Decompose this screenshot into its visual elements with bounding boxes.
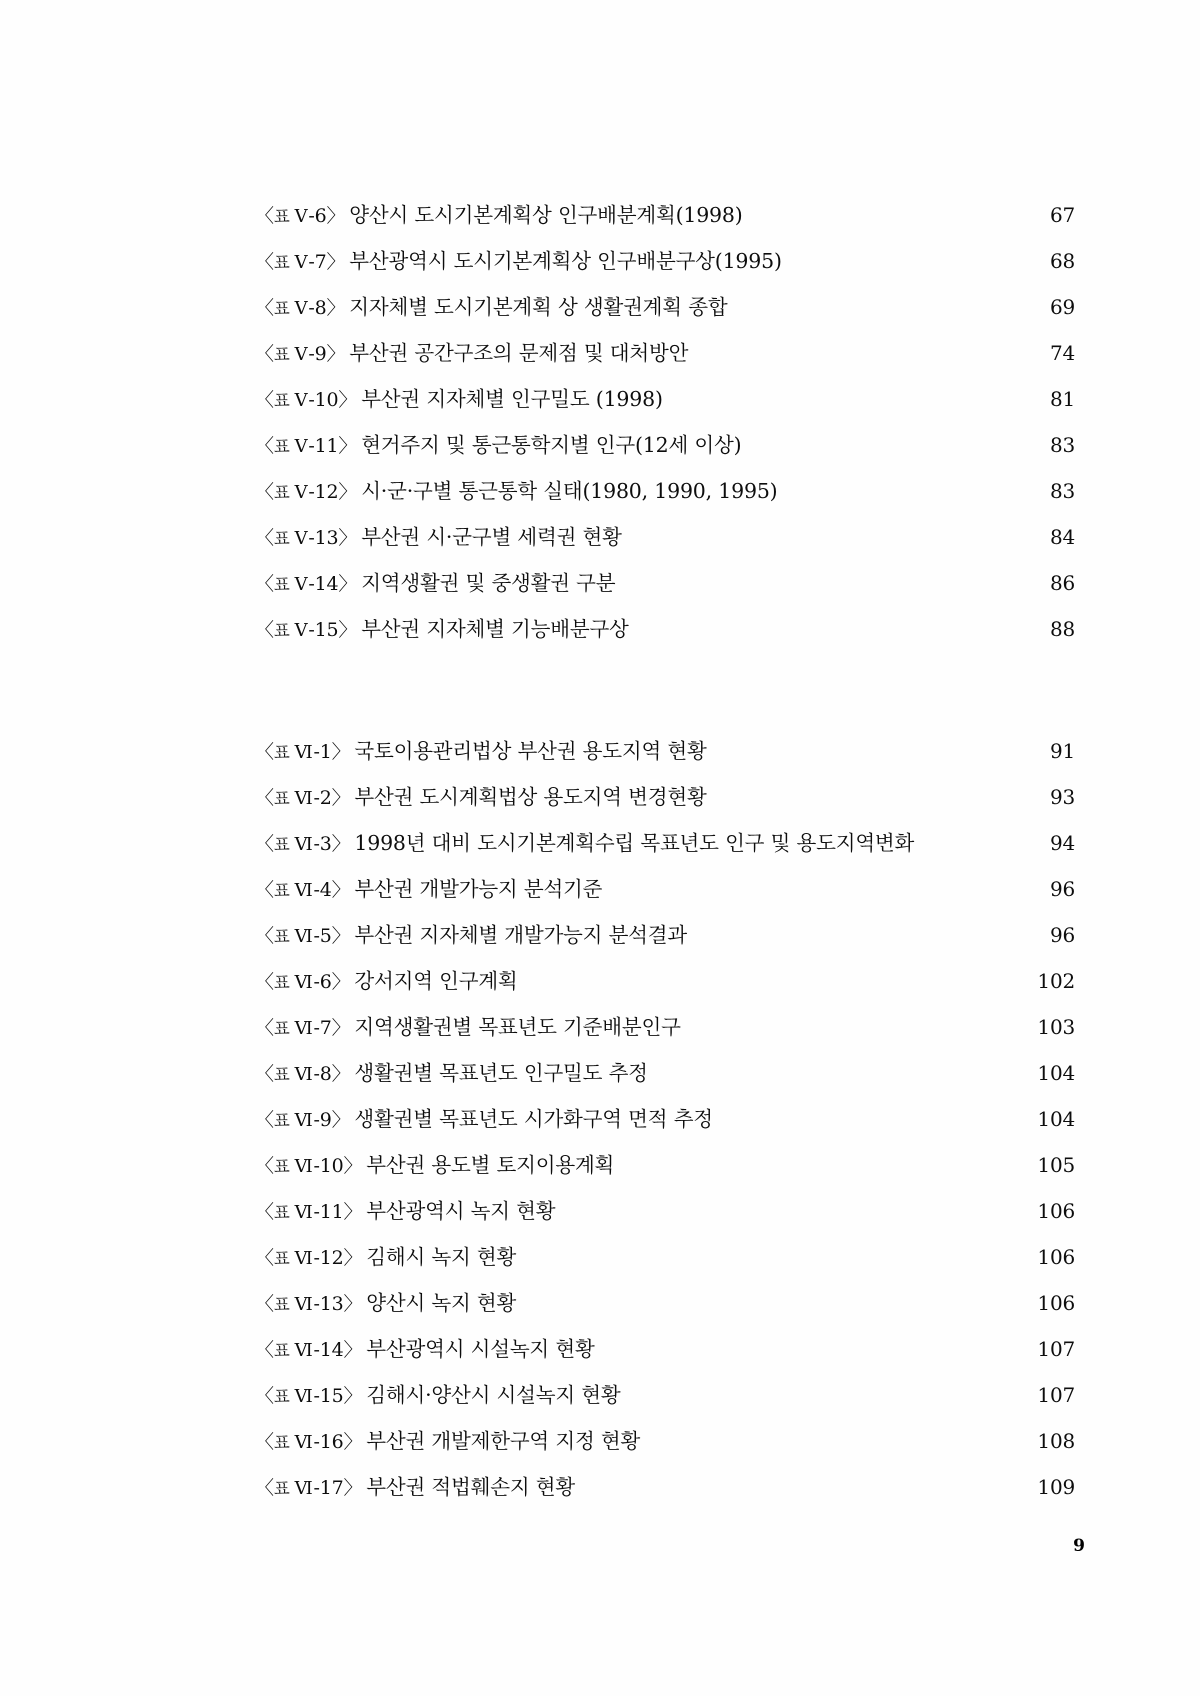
toc-entry[interactable] — [255, 1096, 1075, 1142]
table-number: -9 — [313, 1109, 332, 1131]
toc-entry-label — [255, 1142, 614, 1190]
chapter-roman-numeral: Ⅵ — [294, 1110, 313, 1131]
toc-entry-label — [255, 1050, 648, 1098]
bracket-open: 〈 — [255, 297, 274, 319]
dot-leader — [611, 876, 1045, 897]
bracket-open: 〈 — [255, 833, 274, 855]
toc-entry-title: 생활권별 목표년도 시가화구역 면적 추정 — [354, 1107, 713, 1131]
toc-group-chapter-5-tables — [255, 192, 1075, 652]
toc-entry-page-number: 91 — [1049, 739, 1075, 763]
table-tag: 표 — [273, 529, 290, 548]
toc-entry-title: 부산권 개발제한구역 지정 현황 — [366, 1429, 641, 1453]
toc-entry-title: 부산권 적법훼손지 현황 — [366, 1475, 575, 1499]
bracket-close: 〉 — [326, 205, 346, 227]
bracket-open: 〈 — [255, 1201, 274, 1223]
bracket-close: 〉 — [343, 1385, 363, 1407]
dot-leader — [657, 1060, 1033, 1081]
toc-entry-label — [255, 912, 687, 960]
toc-entry[interactable] — [255, 728, 1075, 774]
table-number: -13 — [308, 527, 339, 549]
chapter-roman-numeral: Ⅴ — [294, 620, 308, 641]
toc-entry-label — [255, 422, 741, 470]
toc-entry-page-number: 105 — [1037, 1153, 1075, 1177]
bracket-open: 〈 — [255, 435, 274, 457]
toc-entry-title: 양산시 녹지 현황 — [366, 1291, 517, 1315]
toc-entry-title: 시·군·구별 통근통학 실태(1980, 1990, 1995) — [361, 479, 778, 503]
chapter-roman-numeral: Ⅴ — [294, 206, 308, 227]
table-number: -14 — [308, 573, 339, 595]
table-tag: 표 — [273, 1295, 290, 1314]
bracket-open: 〈 — [255, 481, 274, 503]
dot-leader — [584, 1474, 1032, 1495]
chapter-roman-numeral: Ⅵ — [294, 972, 313, 993]
table-number: -15 — [313, 1385, 344, 1407]
bracket-open: 〈 — [255, 879, 274, 901]
toc-entry[interactable] — [255, 1188, 1075, 1234]
bracket-close: 〉 — [343, 1339, 363, 1361]
toc-group-separator — [255, 652, 1075, 728]
toc-entry-label — [255, 1096, 713, 1144]
bracket-close: 〉 — [331, 741, 351, 763]
bracket-close: 〉 — [338, 481, 358, 503]
table-tag: 표 — [273, 621, 290, 640]
toc-entry[interactable] — [255, 1142, 1075, 1188]
toc-entry-title: 국토이용관리법상 부산권 용도지역 현황 — [354, 739, 707, 763]
bracket-open: 〈 — [255, 971, 274, 993]
dot-leader — [752, 202, 1045, 223]
bracket-close: 〉 — [326, 251, 346, 273]
toc-entry-page-number: 83 — [1049, 479, 1075, 503]
toc-entry-label — [255, 284, 727, 332]
bracket-open: 〈 — [255, 527, 274, 549]
toc-entry-page-number: 94 — [1049, 831, 1075, 855]
toc-entry-label — [255, 728, 707, 776]
toc-entry-page-number: 96 — [1049, 877, 1075, 901]
table-number: -2 — [313, 787, 332, 809]
bracket-open: 〈 — [255, 787, 274, 809]
toc-entry[interactable] — [255, 958, 1075, 1004]
chapter-roman-numeral: Ⅵ — [294, 880, 313, 901]
toc-entry-page-number: 67 — [1049, 203, 1075, 227]
toc-entry-page-number: 107 — [1037, 1337, 1075, 1361]
table-number: -13 — [313, 1293, 344, 1315]
dot-leader — [923, 830, 1045, 851]
dot-leader — [525, 1244, 1032, 1265]
toc-entry-label — [255, 606, 629, 654]
toc-entry[interactable] — [255, 1464, 1075, 1510]
bracket-close: 〉 — [331, 833, 351, 855]
bracket-close: 〉 — [331, 879, 351, 901]
table-number: -3 — [313, 833, 332, 855]
bracket-open: 〈 — [255, 1017, 274, 1039]
toc-entry[interactable] — [255, 1418, 1075, 1464]
bracket-close: 〉 — [331, 1063, 351, 1085]
dot-leader — [649, 1428, 1032, 1449]
bracket-close: 〉 — [338, 435, 358, 457]
toc-entry-page-number: 108 — [1037, 1429, 1075, 1453]
toc-entry[interactable] — [255, 1280, 1075, 1326]
table-tag: 표 — [273, 927, 290, 946]
bracket-close: 〉 — [343, 1155, 363, 1177]
dot-leader — [629, 1382, 1032, 1403]
toc-entry-page-number: 81 — [1049, 387, 1075, 411]
dot-leader — [716, 784, 1045, 805]
toc-entry[interactable] — [255, 468, 1075, 514]
toc-entry-title: 부산권 공간구조의 문제점 및 대처방안 — [349, 341, 689, 365]
toc-entry[interactable] — [255, 820, 1075, 866]
toc-entry-title: 부산권 지자체별 기능배분구상 — [361, 617, 629, 641]
toc-entry[interactable] — [255, 1326, 1075, 1372]
table-tag: 표 — [273, 743, 290, 762]
toc-entry-label — [255, 376, 663, 424]
chapter-roman-numeral: Ⅵ — [294, 742, 313, 763]
bracket-open: 〈 — [255, 389, 274, 411]
table-number: -14 — [313, 1339, 344, 1361]
bracket-open: 〈 — [255, 343, 274, 365]
chapter-roman-numeral: Ⅵ — [294, 1386, 313, 1407]
chapter-roman-numeral: Ⅵ — [294, 1064, 313, 1085]
toc-entry[interactable] — [255, 514, 1075, 560]
table-tag: 표 — [273, 437, 290, 456]
toc-entry[interactable] — [255, 560, 1075, 606]
toc-entry-label — [255, 1464, 575, 1512]
toc-entry[interactable] — [255, 1004, 1075, 1050]
toc-entry[interactable] — [255, 422, 1075, 468]
table-number: -10 — [308, 389, 339, 411]
toc-entry-page-number: 104 — [1037, 1061, 1075, 1085]
chapter-roman-numeral: Ⅵ — [294, 1156, 313, 1177]
table-number: -8 — [313, 1063, 332, 1085]
toc-entry-title: 부산광역시 시설녹지 현황 — [366, 1337, 595, 1361]
toc-entry[interactable] — [255, 866, 1075, 912]
dot-leader — [631, 524, 1045, 545]
table-tag: 표 — [273, 1433, 290, 1452]
toc-entry-label — [255, 330, 688, 378]
chapter-roman-numeral: Ⅴ — [294, 298, 308, 319]
table-number: -7 — [308, 251, 327, 273]
bracket-close: 〉 — [331, 1017, 351, 1039]
chapter-roman-numeral: Ⅴ — [294, 390, 308, 411]
table-number: -12 — [313, 1247, 344, 1269]
bracket-open: 〈 — [255, 1155, 274, 1177]
table-tag: 표 — [273, 1065, 290, 1084]
dot-leader — [564, 1198, 1032, 1219]
toc-entry-label — [255, 514, 622, 562]
bracket-close: 〉 — [338, 527, 358, 549]
toc-entry-label — [255, 958, 518, 1006]
dot-leader — [722, 1106, 1033, 1127]
toc-entry-label — [255, 1326, 595, 1374]
table-tag: 표 — [273, 253, 290, 272]
toc-entry-title: 부산권 시·군구별 세력권 현황 — [361, 525, 622, 549]
toc-entry-title: 1998년 대비 도시기본계획수립 목표년도 인구 및 용도지역변화 — [354, 831, 915, 855]
toc-entry-page-number: 102 — [1037, 969, 1075, 993]
bracket-open: 〈 — [255, 1477, 274, 1499]
toc-entry-title: 강서지역 인구계획 — [354, 969, 518, 993]
toc-entry-page-number: 106 — [1037, 1291, 1075, 1315]
dot-leader — [638, 616, 1045, 637]
dot-leader — [791, 248, 1045, 269]
bracket-close: 〉 — [326, 297, 346, 319]
toc-entry[interactable] — [255, 192, 1075, 238]
chapter-roman-numeral: Ⅵ — [294, 1340, 313, 1361]
toc-entry-page-number: 84 — [1049, 525, 1075, 549]
toc-entry-page-number: 106 — [1037, 1245, 1075, 1269]
toc-entry-label — [255, 1280, 516, 1328]
dot-leader — [696, 922, 1045, 943]
dot-leader — [672, 386, 1045, 407]
list-of-tables — [255, 192, 1075, 1510]
bracket-close: 〉 — [343, 1431, 363, 1453]
bracket-close: 〉 — [343, 1247, 363, 1269]
bracket-close: 〉 — [331, 925, 351, 947]
chapter-roman-numeral: Ⅴ — [294, 574, 308, 595]
bracket-close: 〉 — [338, 619, 358, 641]
toc-entry-title: 지자체별 도시기본계획 상 생활권계획 종합 — [349, 295, 728, 319]
chapter-roman-numeral: Ⅵ — [294, 926, 313, 947]
toc-entry-page-number: 104 — [1037, 1107, 1075, 1131]
toc-entry-title: 양산시 도시기본계획상 인구배분계획(1998) — [349, 203, 743, 227]
bracket-open: 〈 — [255, 925, 274, 947]
toc-entry-page-number: 107 — [1037, 1383, 1075, 1407]
bracket-open: 〈 — [255, 741, 274, 763]
table-tag: 표 — [273, 207, 290, 226]
bracket-open: 〈 — [255, 1247, 274, 1269]
bracket-open: 〈 — [255, 251, 274, 273]
table-number: -9 — [308, 343, 327, 365]
dot-leader — [716, 738, 1045, 759]
chapter-roman-numeral: Ⅵ — [294, 788, 313, 809]
toc-entry-label — [255, 238, 782, 286]
table-tag: 표 — [273, 483, 290, 502]
toc-entry-title: 부산권 용도별 토지이용계획 — [366, 1153, 615, 1177]
toc-entry-title: 김해시 녹지 현황 — [366, 1245, 517, 1269]
toc-entry-label — [255, 1234, 516, 1282]
dot-leader — [604, 1336, 1033, 1357]
bracket-open: 〈 — [255, 1339, 274, 1361]
table-number: -8 — [308, 297, 327, 319]
table-tag: 표 — [273, 345, 290, 364]
bracket-open: 〈 — [255, 573, 274, 595]
dot-leader — [624, 570, 1045, 591]
chapter-roman-numeral: Ⅵ — [294, 1478, 313, 1499]
toc-entry-page-number: 83 — [1049, 433, 1075, 457]
toc-entry[interactable] — [255, 376, 1075, 422]
toc-entry-page-number: 103 — [1037, 1015, 1075, 1039]
toc-entry[interactable] — [255, 912, 1075, 958]
bracket-open: 〈 — [255, 1385, 274, 1407]
table-number: -10 — [313, 1155, 344, 1177]
chapter-roman-numeral: Ⅵ — [294, 1202, 313, 1223]
toc-groups-container — [255, 192, 1075, 1510]
bracket-close: 〉 — [338, 389, 358, 411]
bracket-open: 〈 — [255, 205, 274, 227]
toc-entry-page-number: 68 — [1049, 249, 1075, 273]
table-tag: 표 — [273, 391, 290, 410]
bracket-close: 〉 — [343, 1477, 363, 1499]
bracket-close: 〉 — [343, 1201, 363, 1223]
toc-entry-page-number: 88 — [1049, 617, 1075, 641]
table-tag: 표 — [273, 1203, 290, 1222]
dot-leader — [750, 432, 1045, 453]
dot-leader — [786, 478, 1044, 499]
toc-entry-label — [255, 1004, 681, 1052]
table-tag: 표 — [273, 1019, 290, 1038]
toc-entry-page-number: 109 — [1037, 1475, 1075, 1499]
toc-entry-title: 지역생활권별 목표년도 기준배분인구 — [354, 1015, 681, 1039]
toc-entry-page-number: 106 — [1037, 1199, 1075, 1223]
toc-entry-page-number: 86 — [1049, 571, 1075, 595]
table-number: -17 — [313, 1477, 344, 1499]
toc-entry-label — [255, 468, 777, 516]
table-number: -11 — [313, 1201, 344, 1223]
toc-entry[interactable] — [255, 1372, 1075, 1418]
table-number: -6 — [308, 205, 327, 227]
table-tag: 표 — [273, 575, 290, 594]
toc-entry-title: 김해시·양산시 시설녹지 현황 — [366, 1383, 621, 1407]
table-tag: 표 — [273, 1157, 290, 1176]
table-number: -4 — [313, 879, 332, 901]
toc-entry-title: 지역생활권 및 중생활권 구분 — [361, 571, 616, 595]
toc-group-chapter-6-tables — [255, 728, 1075, 1510]
bracket-open: 〈 — [255, 619, 274, 641]
chapter-roman-numeral: Ⅵ — [294, 1294, 313, 1315]
bracket-close: 〉 — [338, 573, 358, 595]
toc-entry-title: 부산광역시 도시기본계획상 인구배분구상(1995) — [349, 249, 782, 273]
toc-entry-label — [255, 1372, 620, 1420]
bracket-open: 〈 — [255, 1063, 274, 1085]
toc-entry[interactable] — [255, 238, 1075, 284]
bracket-close: 〉 — [331, 1109, 351, 1131]
toc-entry-title: 현거주지 및 통근통학지별 인구(12세 이상) — [361, 433, 742, 457]
table-tag: 표 — [273, 1341, 290, 1360]
toc-entry-title: 부산권 도시계획법상 용도지역 변경현황 — [354, 785, 707, 809]
table-number: -1 — [313, 741, 332, 763]
dot-leader — [736, 294, 1045, 315]
toc-entry[interactable] — [255, 284, 1075, 330]
toc-entry-label — [255, 192, 743, 240]
toc-entry-title: 부산광역시 녹지 현황 — [366, 1199, 556, 1223]
toc-entry[interactable] — [255, 606, 1075, 652]
toc-entry-title: 부산권 개발가능지 분석기준 — [354, 877, 603, 901]
toc-entry-label — [255, 1188, 555, 1236]
toc-entry-page-number: 93 — [1049, 785, 1075, 809]
bracket-open: 〈 — [255, 1109, 274, 1131]
chapter-roman-numeral: Ⅵ — [294, 1432, 313, 1453]
table-number: -15 — [308, 619, 339, 641]
dot-leader — [527, 968, 1033, 989]
bracket-open: 〈 — [255, 1431, 274, 1453]
table-number: -5 — [313, 925, 332, 947]
chapter-roman-numeral: Ⅴ — [294, 528, 308, 549]
toc-entry[interactable] — [255, 1050, 1075, 1096]
table-tag: 표 — [273, 1249, 290, 1268]
bracket-close: 〉 — [331, 787, 351, 809]
table-tag: 표 — [273, 789, 290, 808]
toc-entry-title: 생활권별 목표년도 인구밀도 추정 — [354, 1061, 648, 1085]
bracket-close: 〉 — [331, 971, 351, 993]
chapter-roman-numeral: Ⅴ — [294, 344, 308, 365]
table-tag: 표 — [273, 881, 290, 900]
chapter-roman-numeral: Ⅵ — [294, 1018, 313, 1039]
chapter-roman-numeral: Ⅵ — [294, 1248, 313, 1269]
dot-leader — [623, 1152, 1032, 1173]
chapter-roman-numeral: Ⅵ — [294, 834, 313, 855]
toc-entry-label — [255, 774, 707, 822]
dot-leader — [525, 1290, 1032, 1311]
toc-entry-label — [255, 820, 914, 868]
table-tag: 표 — [273, 1479, 290, 1498]
toc-entry[interactable] — [255, 1234, 1075, 1280]
page-number-footer: 9 — [1073, 1536, 1085, 1556]
bracket-close: 〉 — [326, 343, 346, 365]
bracket-open: 〈 — [255, 1293, 274, 1315]
toc-entry[interactable] — [255, 330, 1075, 376]
table-tag: 표 — [273, 973, 290, 992]
toc-entry-label — [255, 1418, 640, 1466]
toc-entry-label — [255, 866, 602, 914]
table-tag: 표 — [273, 835, 290, 854]
chapter-roman-numeral: Ⅴ — [294, 436, 308, 457]
bracket-close: 〉 — [343, 1293, 363, 1315]
toc-entry-page-number: 69 — [1049, 295, 1075, 319]
dot-leader — [690, 1014, 1033, 1035]
table-number: -11 — [308, 435, 339, 457]
chapter-roman-numeral: Ⅴ — [294, 252, 308, 273]
table-number: -16 — [313, 1431, 344, 1453]
chapter-roman-numeral: Ⅴ — [294, 482, 308, 503]
toc-entry-title: 부산권 지자체별 개발가능지 분석결과 — [354, 923, 687, 947]
table-number: -12 — [308, 481, 339, 503]
table-tag: 표 — [273, 1111, 290, 1130]
table-tag: 표 — [273, 299, 290, 318]
toc-entry-page-number: 74 — [1049, 341, 1075, 365]
toc-entry-label — [255, 560, 615, 608]
table-number: -7 — [313, 1017, 332, 1039]
dot-leader — [697, 340, 1045, 361]
toc-entry-page-number: 96 — [1049, 923, 1075, 947]
table-number: -6 — [313, 971, 332, 993]
toc-entry[interactable] — [255, 774, 1075, 820]
toc-entry-title: 부산권 지자체별 인구밀도 (1998) — [361, 387, 663, 411]
table-tag: 표 — [273, 1387, 290, 1406]
